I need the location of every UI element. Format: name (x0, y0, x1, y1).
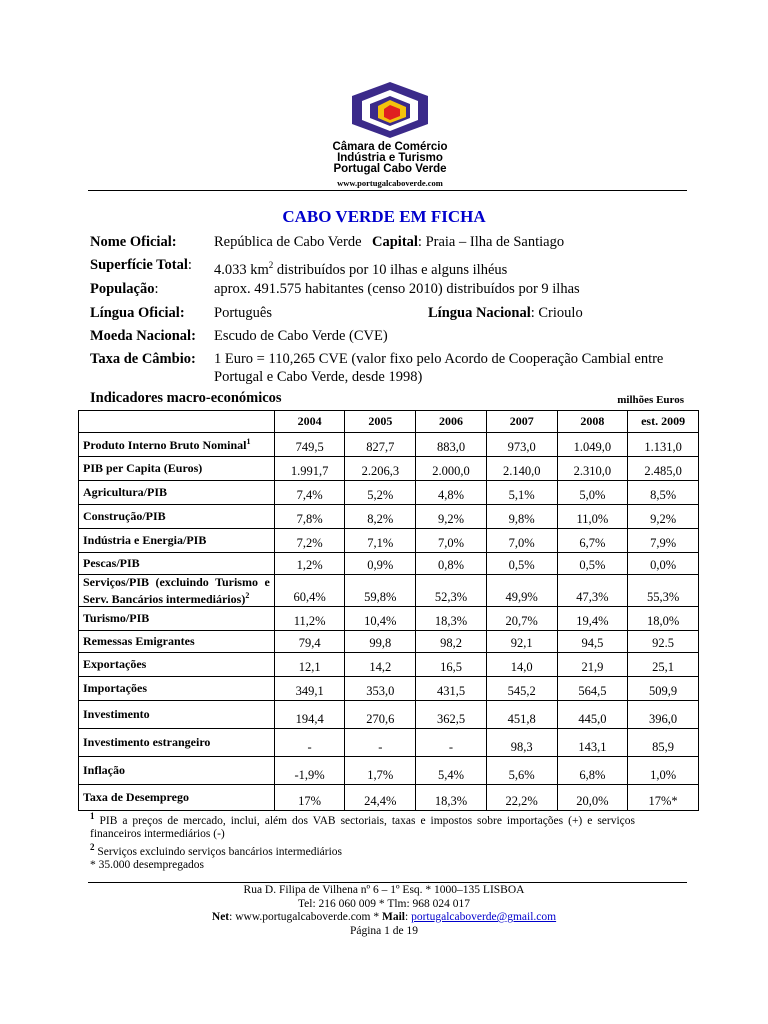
table-cell: 79,4 (274, 631, 345, 653)
footnote-mark: 2 (90, 841, 95, 852)
table-cell: 564,5 (557, 677, 628, 701)
table-row (79, 433, 699, 457)
table-row (79, 757, 699, 785)
logo-url[interactable]: www.portugalcaboverde.com (337, 178, 443, 188)
table-cell: 445,0 (557, 701, 628, 729)
info-value: República de Cabo Verde (214, 234, 362, 250)
table-cell: 7,8% (274, 505, 345, 529)
year-header: 2004 (274, 411, 345, 433)
info-label: População (90, 281, 155, 297)
indicators-table (78, 410, 699, 811)
info-label: Capital (372, 234, 418, 250)
table-cell: 883,0 (416, 433, 487, 457)
table-cell: 451,8 (486, 701, 557, 729)
info-label: Taxa de Câmbio: (90, 351, 196, 367)
row-label-text: Importações (83, 681, 147, 695)
footer-mail-label: Mail (382, 911, 405, 923)
info-value-2: distribuídos por 10 ilhas e alguns ilhéus (273, 261, 508, 278)
year-header: 2006 (416, 411, 487, 433)
row-label (79, 481, 275, 505)
table-cell: 99,8 (345, 631, 416, 653)
table-cell: 9,2% (416, 505, 487, 529)
info-label: Moeda Nacional: (90, 328, 196, 344)
table-cell: 2.000,0 (416, 457, 487, 481)
table-cell: 5,0% (557, 481, 628, 505)
indicators-heading: Indicadores macro-económicos (90, 390, 282, 406)
info-value: : Praia – Ilha de Santiago (417, 234, 565, 250)
table-cell: 349,1 (274, 677, 345, 701)
info-label: Nome Oficial: (90, 234, 177, 250)
logo-line-1: Câmara de Comércio (332, 141, 448, 153)
footer-mail-colon: : (405, 911, 412, 923)
row-label-text: Exportações (83, 657, 147, 671)
table-row (79, 575, 699, 607)
table-cell: 18,3% (416, 607, 487, 631)
table-row (79, 607, 699, 631)
table-cell: 509,9 (628, 677, 699, 701)
footnote-mark: 1 (90, 811, 95, 821)
table-cell: 52,3% (416, 575, 487, 607)
table-cell: - (345, 729, 416, 757)
table-cell: 49,9% (486, 575, 557, 607)
row-label-text: Taxa de Desemprego (83, 790, 189, 804)
row-label-text: Serviços/PIB (excluindo Turismo e Serv. Bancários intermediários) (83, 574, 270, 606)
table-cell: 4,8% (416, 481, 487, 505)
row-label (79, 677, 275, 701)
table-row (79, 701, 699, 729)
table-cell: 7,0% (486, 529, 557, 553)
table-cell: 17% (274, 785, 345, 811)
table-cell: 6,7% (557, 529, 628, 553)
info-value-wrap (214, 256, 507, 280)
table-cell: 143,1 (557, 729, 628, 757)
footer-mail-link[interactable]: portugalcaboverde@gmail.com (411, 911, 557, 923)
info-value-2: Portugal e Cabo Verde, desde 1998) (214, 369, 423, 385)
row-label-text: Construção/PIB (83, 509, 166, 523)
row-label (79, 553, 275, 575)
row-label (79, 729, 275, 757)
row-label (79, 607, 275, 631)
table-cell: 47,3% (557, 575, 628, 607)
info-colon: : (154, 281, 159, 297)
table-cell: 19,4% (557, 607, 628, 631)
table-cell: 94,5 (557, 631, 628, 653)
row-label (79, 433, 275, 457)
table-cell: 14,0 (486, 653, 557, 677)
row-label-text: Investimento (83, 707, 150, 721)
table-cell: 749,5 (274, 433, 345, 457)
table-cell: 17%* (628, 785, 699, 811)
table-header-empty (79, 411, 275, 433)
table-cell: 59,8% (345, 575, 416, 607)
table-cell: 5,1% (486, 481, 557, 505)
table-cell: 8,5% (628, 481, 699, 505)
table-cell: 1,0% (628, 757, 699, 785)
table-row (79, 653, 699, 677)
chamber-logo-icon (342, 80, 438, 140)
info-label-wrap (90, 256, 192, 275)
table-cell: 545,2 (486, 677, 557, 701)
footer-net-label: Net (211, 911, 230, 923)
table-cell: 14,2 (345, 653, 416, 677)
table-cell: 5,4% (416, 757, 487, 785)
table-cell: 7,2% (274, 529, 345, 553)
table-cell: 98,2 (416, 631, 487, 653)
table-cell: 2.206,3 (345, 457, 416, 481)
table-row (79, 553, 699, 575)
table-cell: 10,4% (345, 607, 416, 631)
table-cell: 22,2% (486, 785, 557, 811)
info-value: Português (214, 305, 272, 321)
table-row (79, 785, 699, 811)
table-cell: 6,8% (557, 757, 628, 785)
table-row (79, 677, 699, 701)
table-cell: 11,0% (557, 505, 628, 529)
table-cell: 827,7 (345, 433, 416, 457)
footnote-text: Serviços excluindo serviços bancários intermediários (97, 845, 342, 858)
table-cell: 362,5 (416, 701, 487, 729)
row-label-text: Turismo/PIB (83, 611, 150, 625)
footnote-2 (90, 841, 635, 859)
table-row (79, 729, 699, 757)
table-cell: 20,0% (557, 785, 628, 811)
table-cell: 353,0 (345, 677, 416, 701)
table-cell: 9,8% (486, 505, 557, 529)
table-row (79, 505, 699, 529)
table-cell: 973,0 (486, 433, 557, 457)
footnote-text: PIB a preços de mercado, inclui, além dos VAB sectoriais, taxas e impostos sobre importações (+) e serviços financeiros intermediários (-) (90, 814, 635, 840)
table-row (79, 631, 699, 653)
table-cell: 1,2% (274, 553, 345, 575)
row-label-footnote-mark: 2 (245, 590, 250, 600)
indicators-unit: milhões Euros (617, 394, 684, 406)
table-cell: 21,9 (557, 653, 628, 677)
row-label (79, 457, 275, 481)
table-cell: 25,1 (628, 653, 699, 677)
table-cell: 18,0% (628, 607, 699, 631)
footer-net-value[interactable]: : www.portugalcaboverde.com * (229, 911, 382, 923)
page-footer (0, 884, 768, 938)
info-value: : Crioulo (530, 305, 583, 321)
table-cell: 92,1 (486, 631, 557, 653)
row-label (79, 631, 275, 653)
chamber-logo (300, 80, 480, 190)
table-cell: 7,1% (345, 529, 416, 553)
table-cell: 270,6 (345, 701, 416, 729)
info-value: Escudo de Cabo Verde (CVE) (214, 328, 388, 344)
footnotes (90, 810, 635, 872)
row-label (79, 505, 275, 529)
table-cell: 55,3% (628, 575, 699, 607)
table-cell: 194,4 (274, 701, 345, 729)
logo-line-3: Portugal Cabo Verde (333, 163, 447, 175)
table-cell: 7,9% (628, 529, 699, 553)
table-cell: 0,5% (486, 553, 557, 575)
row-label-text: Inflação (83, 763, 125, 777)
table-cell: 1.131,0 (628, 433, 699, 457)
footer-divider (88, 882, 687, 883)
info-label-wrap (90, 280, 158, 299)
page-title: CABO VERDE EM FICHA (282, 207, 486, 226)
footnote-3: * 35.000 desempregados (90, 858, 205, 871)
row-label (79, 653, 275, 677)
row-label-text: Agricultura/PIB (83, 485, 167, 499)
table-cell: 8,2% (345, 505, 416, 529)
table-cell: - (274, 729, 345, 757)
table-cell: 2.485,0 (628, 457, 699, 481)
table-cell: 2.310,0 (557, 457, 628, 481)
info-value: 4.033 km (214, 261, 269, 278)
row-label-text: Remessas Emigrantes (83, 634, 195, 648)
table-cell: 11,2% (274, 607, 345, 631)
table-cell: 0,0% (628, 553, 699, 575)
info-label: Língua Nacional (428, 305, 531, 321)
table-row (79, 457, 699, 481)
table-cell: 7,4% (274, 481, 345, 505)
info-label: Superfície Total (90, 257, 188, 273)
table-cell: 12,1 (274, 653, 345, 677)
table-cell: 92.5 (628, 631, 699, 653)
row-label (79, 757, 275, 785)
row-label-footnote-mark: 1 (246, 436, 251, 446)
table-cell: - (416, 729, 487, 757)
table-row (79, 529, 699, 553)
row-label (79, 785, 275, 811)
footer-contacts (0, 911, 768, 925)
logo-line-2: Indústria e Turismo (337, 152, 443, 164)
header-divider (88, 190, 687, 191)
year-header: 2008 (557, 411, 628, 433)
row-label-text: Produto Interno Bruto Nominal (83, 437, 247, 452)
table-cell: 0,8% (416, 553, 487, 575)
table-cell: 1,7% (345, 757, 416, 785)
table-row (79, 481, 699, 505)
row-label (79, 529, 275, 553)
table-cell: 24,4% (345, 785, 416, 811)
info-value: 1 Euro = 110,265 CVE (valor fixo pelo Acordo de Cooperação Cambial entre (214, 351, 664, 367)
table-cell: 0,5% (557, 553, 628, 575)
table-header-row (79, 411, 699, 433)
info-sup: 2 (268, 260, 274, 270)
year-header: 2005 (345, 411, 416, 433)
table-cell: 7,0% (416, 529, 487, 553)
year-header: 2007 (486, 411, 557, 433)
table-cell: 98,3 (486, 729, 557, 757)
table-cell: 9,2% (628, 505, 699, 529)
table-cell: -1,9% (274, 757, 345, 785)
info-lingua-nacional (428, 304, 583, 323)
row-label (79, 701, 275, 729)
table-cell: 85,9 (628, 729, 699, 757)
footer-phones: Tel: 216 060 009 * Tlm: 968 024 017 (297, 897, 471, 910)
row-label-text: PIB per Capita (Euros) (83, 461, 203, 475)
table-cell: 1.991,7 (274, 457, 345, 481)
footer-address: Rua D. Filipa de Vilhena nº 6 – 1º Esq. * 1000–135 LISBOA (243, 884, 525, 896)
info-label: Língua Oficial: (90, 305, 185, 321)
table-cell: 431,5 (416, 677, 487, 701)
info-value: aprox. 491.575 habitantes (censo 2010) distribuídos por 9 ilhas (214, 281, 580, 297)
table-cell: 18,3% (416, 785, 487, 811)
footer-page-number: Página 1 de 19 (349, 924, 419, 937)
table-cell: 2.140,0 (486, 457, 557, 481)
row-label-text: Pescas/PIB (83, 556, 140, 570)
table-cell: 60,4% (274, 575, 345, 607)
table-cell: 396,0 (628, 701, 699, 729)
row-label-text: Indústria e Energia/PIB (83, 533, 207, 547)
table-cell: 16,5 (416, 653, 487, 677)
year-header: est. 2009 (628, 411, 699, 433)
table-cell: 1.049,0 (557, 433, 628, 457)
table-cell: 20,7% (486, 607, 557, 631)
table-cell: 0,9% (345, 553, 416, 575)
table-cell: 5,2% (345, 481, 416, 505)
info-colon: : (187, 257, 192, 273)
info-capital (372, 233, 564, 252)
footnote-1 (90, 810, 635, 841)
row-label (79, 575, 275, 607)
table-cell: 5,6% (486, 757, 557, 785)
row-label-text: Investimento estrangeiro (83, 735, 211, 749)
